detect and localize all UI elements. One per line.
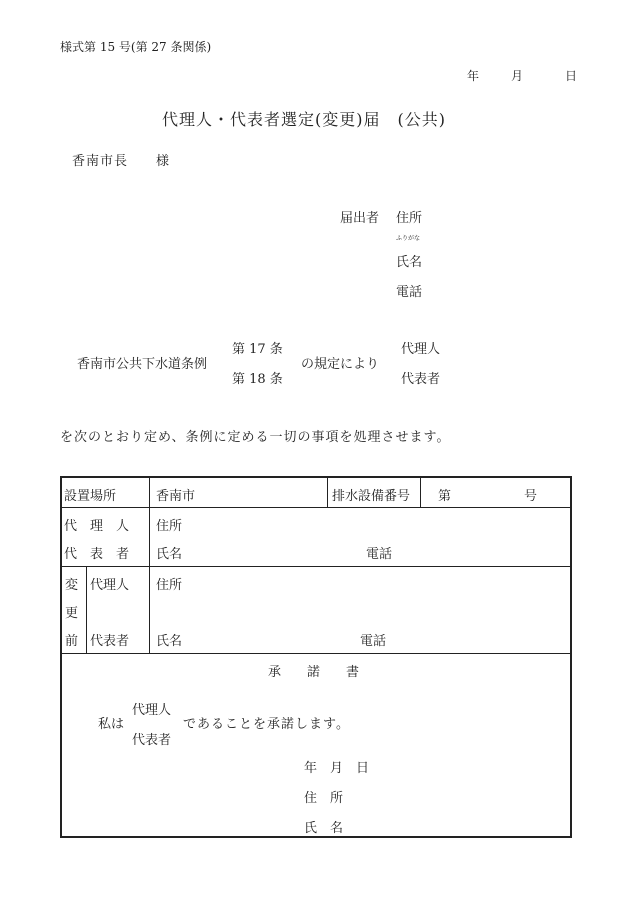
applicant-name-label: 氏名 <box>396 255 423 270</box>
before-change-name-label: 氏名 <box>156 634 183 649</box>
location-value: 香南市 <box>156 489 196 504</box>
applicant-furigana-label: ふりがな <box>396 235 421 242</box>
consent-address-label: 住 所 <box>304 791 344 806</box>
addressee-name: 香南市長 <box>72 154 129 169</box>
before-change-phone-label: 電話 <box>360 634 387 649</box>
agent-name-label: 氏名 <box>156 547 183 562</box>
before-change-char-1: 変 <box>65 578 79 593</box>
equipment-number-label: 排水設備番号 <box>332 489 411 504</box>
before-change-address-label: 住所 <box>156 578 183 593</box>
regulation-article-18: 第 18 条 <box>232 372 283 387</box>
document-title: 代理人・代表者選定(変更)届 (公共) <box>162 110 446 129</box>
regulation-ordinance: 香南市公共下水道条例 <box>77 357 208 372</box>
date-month: 月 <box>511 69 524 83</box>
addressee-honorific: 様 <box>156 154 170 169</box>
consent-role-agent: 代理人 <box>132 703 172 718</box>
regulation-role-rep: 代表者 <box>401 372 441 387</box>
consent-i-am: 私は <box>98 717 125 732</box>
consent-text: であることを承諾します。 <box>183 717 350 732</box>
before-change-char-2: 更 <box>65 606 79 621</box>
consent-date: 年 月 日 <box>304 761 370 776</box>
statement-text: を次のとおり定め、条例に定める一切の事項を処理させます。 <box>60 430 451 445</box>
date-year: 年 <box>467 69 480 83</box>
applicant-label: 届出者 <box>340 211 380 226</box>
consent-name-label: 氏 名 <box>304 821 344 836</box>
regulation-article-17: 第 17 条 <box>232 342 283 357</box>
agent-address-label: 住所 <box>156 519 183 534</box>
consent-role-rep: 代表者 <box>132 733 172 748</box>
consent-heading: 承 諾 書 <box>268 665 360 680</box>
date-header <box>467 67 578 84</box>
date-day: 日 <box>565 69 578 83</box>
applicant-address-label: 住所 <box>396 211 423 226</box>
before-change-char-3: 前 <box>65 634 79 649</box>
before-change-rep: 代表者 <box>90 634 130 649</box>
form-table <box>60 476 572 838</box>
before-change-agent: 代理人 <box>90 578 130 593</box>
equipment-number-prefix: 第 <box>438 489 452 504</box>
agent-row-label-agent: 代 理 人 <box>64 519 130 534</box>
regulation-role-agent: 代理人 <box>401 342 441 357</box>
location-label: 設置場所 <box>64 489 117 504</box>
regulation-connector: の規定により <box>301 357 380 372</box>
equipment-number-suffix: 号 <box>524 489 538 504</box>
agent-row-label-rep: 代 表 者 <box>64 547 130 562</box>
form-number: 様式第 15 号(第 27 条関係) <box>60 40 212 54</box>
applicant-phone-label: 電話 <box>396 285 423 300</box>
agent-phone-label: 電話 <box>366 547 393 562</box>
